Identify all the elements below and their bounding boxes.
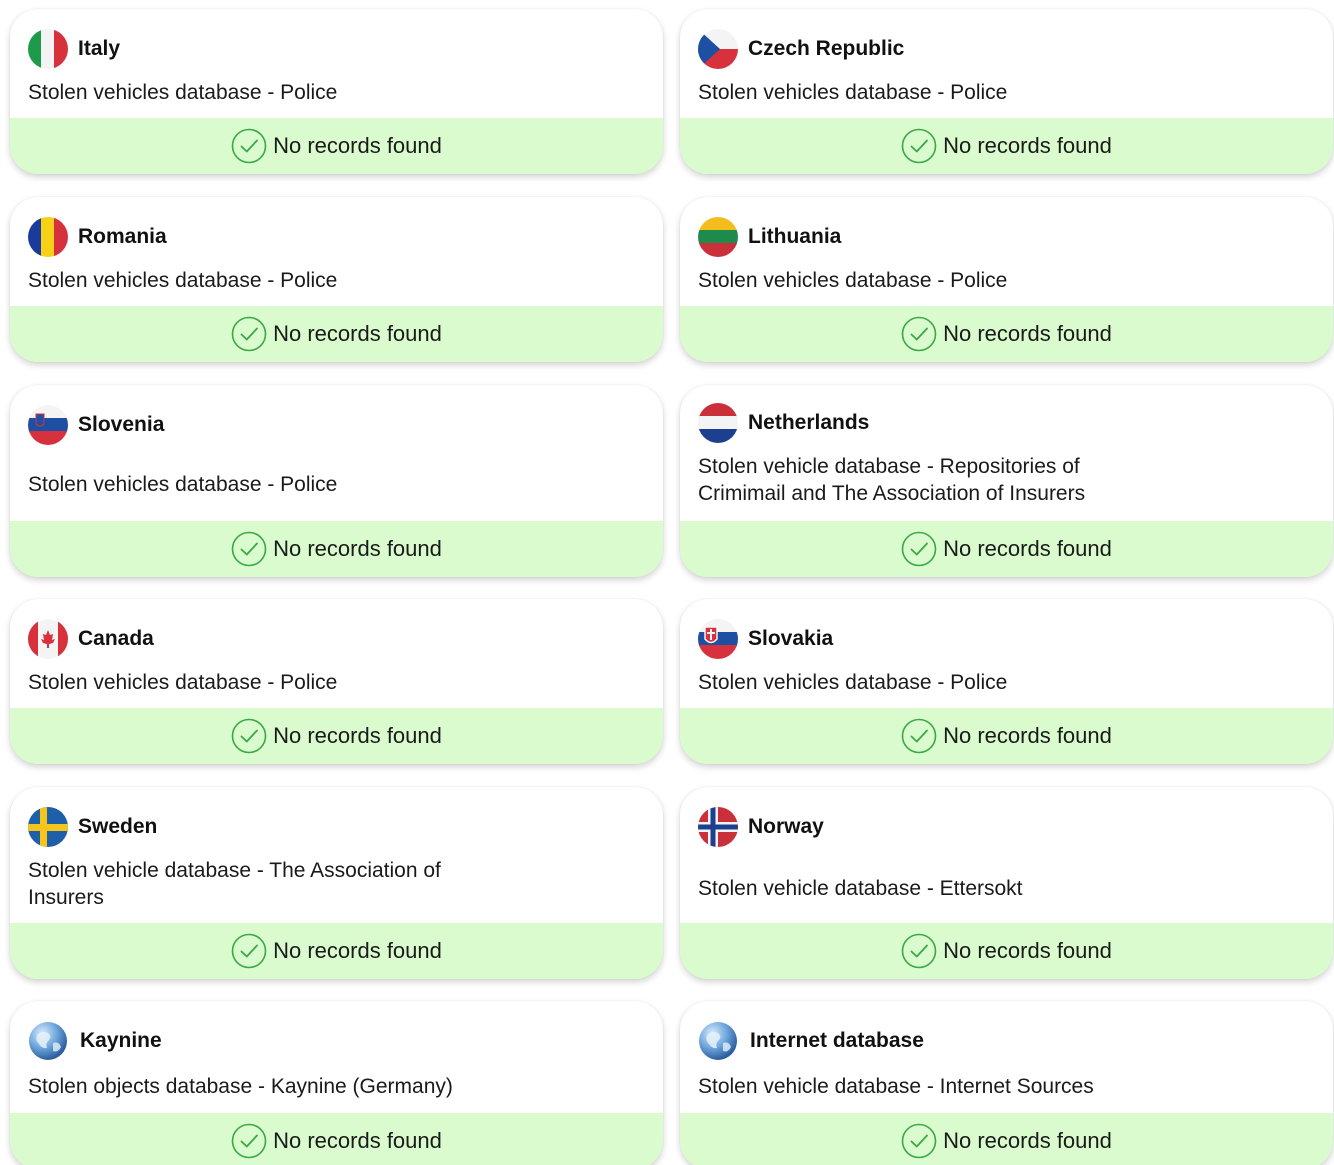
result-status bbox=[10, 1113, 663, 1165]
result-card-norway bbox=[680, 787, 1333, 979]
result-status bbox=[10, 923, 663, 979]
source-description: Stolen objects database - Kaynine (Germany) bbox=[28, 1075, 453, 1098]
country-name: Slovakia bbox=[748, 627, 834, 650]
flag-norway-icon bbox=[698, 807, 738, 847]
source-description: Stolen vehicle database - Ettersokt bbox=[698, 877, 1023, 900]
country-name: Czech Republic bbox=[748, 37, 905, 60]
flag-sweden-icon bbox=[28, 807, 68, 847]
status-text: No records found bbox=[943, 938, 1112, 963]
source-description: Stolen vehicles database - Police bbox=[28, 81, 338, 104]
status-text: No records found bbox=[273, 133, 442, 158]
check-circle-icon bbox=[231, 531, 267, 567]
country-name: Internet database bbox=[750, 1029, 924, 1052]
result-card-slovakia bbox=[680, 599, 1333, 764]
result-status bbox=[680, 923, 1333, 979]
status-text: No records found bbox=[273, 723, 442, 748]
source-description: Stolen vehicles database - Police bbox=[28, 671, 338, 694]
status-text: No records found bbox=[273, 536, 442, 561]
result-card-canada bbox=[10, 599, 663, 764]
country-name: Slovenia bbox=[78, 413, 165, 436]
source-description: Stolen vehicles database - Police bbox=[698, 81, 1008, 104]
result-card-sweden bbox=[10, 787, 663, 979]
country-name: Canada bbox=[78, 627, 154, 650]
source-description: Stolen vehicles database - Police bbox=[28, 269, 338, 292]
check-circle-icon bbox=[901, 128, 937, 164]
result-card-internet-database bbox=[680, 1001, 1333, 1165]
source-description: Stolen vehicles database - Police bbox=[698, 269, 1008, 292]
result-card-lithuania bbox=[680, 197, 1333, 362]
country-name: Norway bbox=[748, 815, 824, 838]
result-card-czech-republic bbox=[680, 9, 1333, 174]
flag-czech-republic-icon bbox=[698, 29, 738, 69]
check-circle-icon bbox=[901, 531, 937, 567]
status-text: No records found bbox=[943, 723, 1112, 748]
result-status bbox=[680, 1113, 1333, 1165]
status-text: No records found bbox=[943, 1128, 1112, 1153]
result-status bbox=[10, 118, 663, 174]
result-card-italy bbox=[10, 9, 663, 174]
check-circle-icon bbox=[231, 933, 267, 969]
status-text: No records found bbox=[943, 321, 1112, 346]
country-name: Netherlands bbox=[748, 411, 870, 434]
result-status bbox=[680, 306, 1333, 362]
source-description: Stolen vehicle database - Repositories of Crimimail and The Association of Insurers bbox=[698, 455, 1086, 505]
check-circle-icon bbox=[231, 316, 267, 352]
status-text: No records found bbox=[943, 536, 1112, 561]
result-status bbox=[680, 708, 1333, 764]
status-text: No records found bbox=[943, 133, 1112, 158]
check-circle-icon bbox=[901, 933, 937, 969]
country-name: Romania bbox=[78, 225, 167, 248]
check-circle-icon bbox=[231, 128, 267, 164]
globe-icon bbox=[698, 1021, 738, 1061]
flag-italy-icon bbox=[28, 29, 68, 69]
result-card-kaynine bbox=[10, 1001, 663, 1165]
source-description: Stolen vehicles database - Police bbox=[698, 671, 1008, 694]
result-card-romania bbox=[10, 197, 663, 362]
flag-romania-icon bbox=[28, 217, 68, 257]
status-text: No records found bbox=[273, 938, 442, 963]
check-circle-icon bbox=[901, 718, 937, 754]
result-status bbox=[10, 708, 663, 764]
country-name: Sweden bbox=[78, 815, 158, 838]
flag-slovakia-icon bbox=[698, 619, 738, 659]
country-name: Lithuania bbox=[748, 225, 842, 248]
flag-lithuania-icon bbox=[698, 217, 738, 257]
source-description: Stolen vehicle database - The Association of Insurers bbox=[28, 859, 441, 909]
status-text: No records found bbox=[273, 1128, 442, 1153]
result-status bbox=[10, 521, 663, 577]
result-status bbox=[680, 118, 1333, 174]
result-card-slovenia bbox=[10, 385, 663, 577]
result-status bbox=[680, 521, 1333, 577]
flag-netherlands-icon bbox=[698, 403, 738, 443]
check-circle-icon bbox=[231, 718, 267, 754]
check-circle-icon bbox=[901, 1123, 937, 1159]
check-circle-icon bbox=[231, 1123, 267, 1159]
flag-slovenia-icon bbox=[28, 405, 68, 445]
result-card-netherlands bbox=[680, 385, 1333, 577]
status-text: No records found bbox=[273, 321, 442, 346]
result-status bbox=[10, 306, 663, 362]
source-description: Stolen vehicles database - Police bbox=[28, 473, 338, 496]
globe-icon bbox=[28, 1021, 68, 1061]
check-circle-icon bbox=[901, 316, 937, 352]
country-name: Kaynine bbox=[80, 1029, 162, 1052]
country-name: Italy bbox=[78, 37, 121, 60]
source-description: Stolen vehicle database - Internet Sources bbox=[698, 1075, 1094, 1098]
flag-canada-icon bbox=[28, 619, 68, 659]
